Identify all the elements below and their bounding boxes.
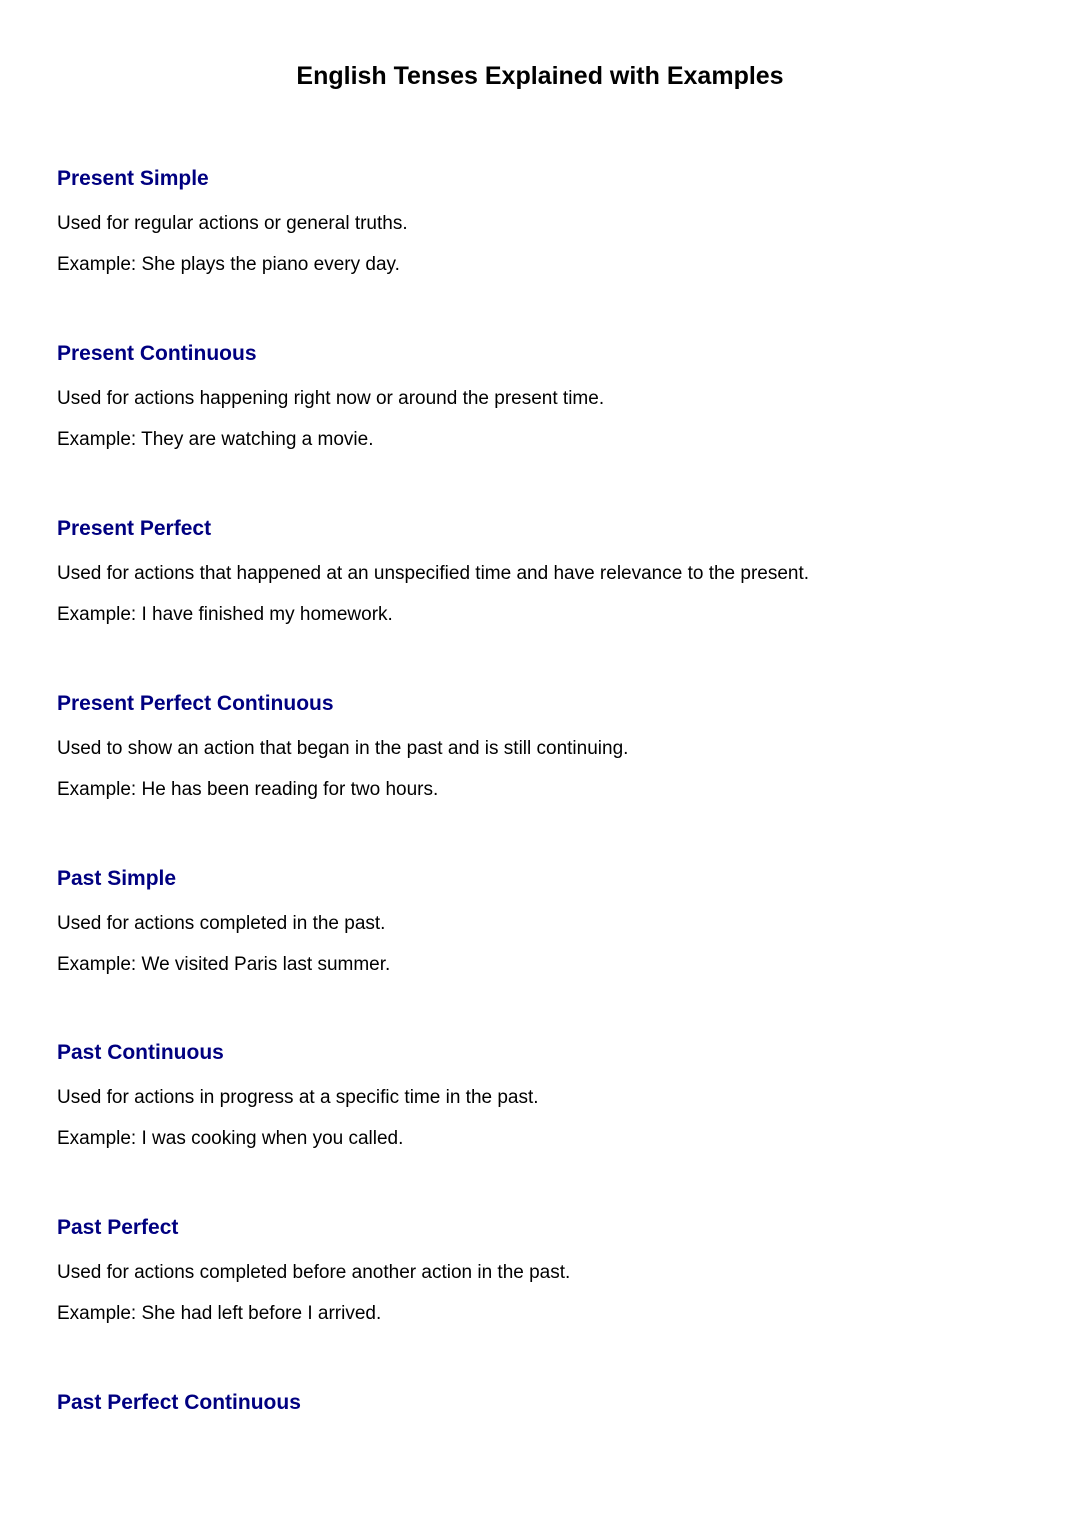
section-description: Used for actions happening right now or around the present time. (57, 388, 605, 409)
section-example: Example: I have finished my homework. (57, 604, 393, 625)
tense-section-present-perfect-continuous (57, 690, 1017, 803)
section-description: Used to show an action that began in the past and is still continuing. (57, 738, 629, 759)
tense-section-past-perfect-continuous (57, 1389, 1017, 1417)
section-heading: Present Simple (57, 167, 209, 190)
section-description: Used for actions in progress at a specific time in the past. (57, 1087, 539, 1108)
section-example: Example: We visited Paris last summer. (57, 954, 391, 975)
section-heading: Present Continuous (57, 342, 257, 365)
section-heading: Past Continuous (57, 1041, 224, 1064)
section-example: Example: They are watching a movie. (57, 429, 374, 450)
section-description: Used for actions completed in the past. (57, 913, 386, 934)
section-description: Used for actions completed before another action in the past. (57, 1262, 571, 1283)
section-example: Example: He has been reading for two hours. (57, 779, 439, 800)
section-heading: Past Simple (57, 867, 177, 890)
tense-section-present-perfect (57, 515, 1017, 628)
section-heading: Present Perfect (57, 517, 212, 540)
section-description: Used for actions that happened at an unspecified time and have relevance to the present. (57, 563, 810, 584)
section-description: Used for regular actions or general truths. (57, 213, 408, 234)
section-example: Example: She plays the piano every day. (57, 254, 400, 275)
tense-section-past-perfect (57, 1214, 1017, 1327)
section-heading: Past Perfect Continuous (57, 1391, 301, 1414)
tense-section-present-simple (57, 165, 1017, 278)
section-example: Example: I was cooking when you called. (57, 1128, 404, 1149)
tense-section-present-continuous (57, 340, 1017, 453)
section-example: Example: She had left before I arrived. (57, 1303, 382, 1324)
page-title: English Tenses Explained with Examples (296, 62, 784, 90)
section-heading: Past Perfect (57, 1216, 179, 1239)
tense-section-past-simple (57, 865, 1017, 978)
tense-section-past-continuous (57, 1039, 1017, 1152)
section-heading: Present Perfect Continuous (57, 692, 334, 715)
